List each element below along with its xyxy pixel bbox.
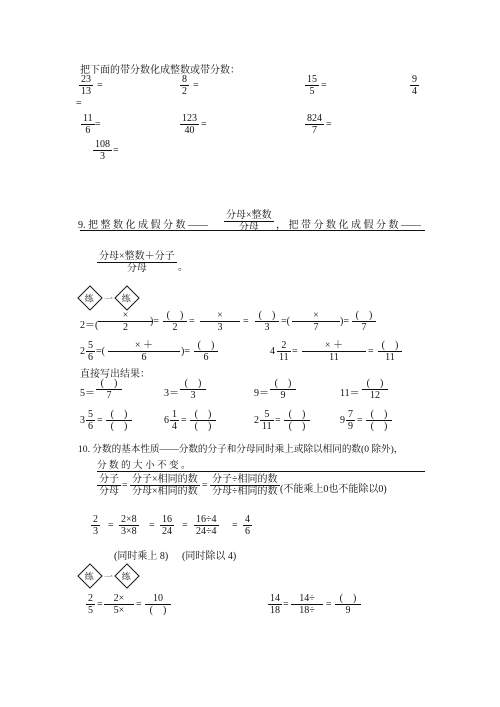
practice-fraction: 10 ( ) bbox=[145, 593, 171, 616]
direct-label: 直接写出结果： bbox=[80, 369, 150, 380]
mixed-whole: 6 bbox=[164, 415, 169, 426]
practice-badge-diamond: 练 bbox=[77, 563, 102, 588]
blank-fraction: ( ) ( ) bbox=[284, 409, 310, 432]
equals-sign: = bbox=[149, 520, 155, 531]
property-note: (不能乘上0也不能除以0) bbox=[280, 484, 387, 495]
caption-divide: (同时除以 4) bbox=[182, 551, 237, 562]
example-fraction: $\frac{2}{3}$ bbox=[93, 514, 98, 537]
equals-paren: =( bbox=[96, 346, 105, 357]
equals-sign: = bbox=[136, 599, 142, 610]
blank-fraction: ( ) 3 bbox=[255, 310, 279, 333]
equals-sign: = bbox=[357, 415, 363, 426]
section9-tail: 。 bbox=[178, 262, 188, 273]
close-paren: )= bbox=[150, 316, 159, 327]
practice-badge bbox=[81, 567, 141, 585]
mixed-fraction: $\frac{1}{4}$ bbox=[172, 409, 177, 432]
blank-fraction: × ＋ 6 bbox=[108, 340, 180, 363]
practice-fraction: $\frac{14}{18}$ bbox=[270, 593, 280, 616]
practice-fraction: $\frac{2\times}{5\times}$ bbox=[104, 593, 134, 616]
blank-fraction: ( ) ( ) bbox=[106, 409, 132, 432]
fraction-9-4: $\frac{9}{4}$ bbox=[412, 74, 417, 97]
equals-sign: = bbox=[122, 480, 128, 491]
blank-fraction: × 3 bbox=[200, 310, 240, 333]
practice-fraction: ( ) 9 bbox=[335, 593, 361, 616]
equals-sign: = bbox=[283, 599, 289, 610]
practice-badge-diamond: 练 bbox=[77, 285, 102, 310]
mixed-whole: 2 bbox=[254, 415, 259, 426]
example-fraction: $\frac{2\times 8}{3\times 8}$ bbox=[121, 514, 137, 537]
mixed-whole: 4 bbox=[270, 346, 275, 357]
equals-paren: =( bbox=[281, 316, 290, 327]
fraction-15-5: $\frac{15}{5}$ bbox=[307, 74, 317, 97]
instruction-text: 把下面的带分数化成整数或带分数： bbox=[80, 65, 240, 76]
practice-row1-lead: 2＝( bbox=[80, 320, 99, 331]
mixed-whole: 2 bbox=[80, 346, 85, 357]
blank-fraction: × 2 bbox=[98, 310, 153, 333]
fraction-108-3: $\frac{108}{3}$ bbox=[95, 139, 110, 162]
blank-fraction: ( ) 9 bbox=[270, 378, 296, 401]
equals-sign: = bbox=[181, 415, 187, 426]
equals-sign: = bbox=[201, 119, 207, 130]
equals-sign: = bbox=[368, 346, 374, 357]
example-fraction: $\frac{4}{6}$ bbox=[245, 514, 250, 537]
stray-equals: = bbox=[76, 98, 82, 109]
fraction-123-40: $\frac{123}{40}$ bbox=[182, 113, 197, 136]
mixed-fraction: $\frac{5}{11}$ bbox=[262, 409, 272, 432]
mixed-fraction: $\frac{7}{9}$ bbox=[348, 409, 353, 432]
property-fraction: 分子 分母 bbox=[99, 474, 119, 497]
example-fraction: $\frac{16\div 4}{24\div 4}$ bbox=[196, 514, 217, 537]
mixed-fraction: $\frac{2}{11}$ bbox=[279, 340, 289, 363]
section9-intro: 9. 把 整 数 化 成 假 分 数 —— bbox=[78, 220, 208, 231]
blank-fraction: ( ) 6 bbox=[194, 340, 218, 363]
equals-sign: = bbox=[189, 316, 195, 327]
blank-fraction: ( ) 7 bbox=[96, 378, 122, 401]
direct-lead: 11＝ bbox=[340, 388, 360, 399]
blank-fraction: ( ) 11 bbox=[378, 340, 402, 363]
blank-fraction: ( ) 12 bbox=[362, 378, 388, 401]
practice-fraction: $\frac{14\div}{18\div}$ bbox=[291, 593, 323, 616]
fraction-8-2: $\frac{8}{2}$ bbox=[182, 74, 187, 97]
property-fraction: 分子×相同的数 分母×相同的数 bbox=[132, 474, 198, 497]
mixed-fraction: $\frac{5}{6}$ bbox=[88, 340, 93, 363]
practice-badge-diamond: 练 bbox=[114, 285, 139, 310]
mixed-fraction: $\frac{5}{6}$ bbox=[88, 409, 93, 432]
section10-line2: 分 数 的 大 小 不 变 。 bbox=[97, 457, 425, 472]
mixed-to-improper-formula: 分母×整数＋分子 分母 bbox=[99, 251, 175, 274]
blank-fraction: × ＋ 11 bbox=[302, 340, 366, 363]
equals-sign: = bbox=[321, 80, 327, 91]
blank-fraction: ( ) 2 bbox=[163, 310, 187, 333]
section9-mid: ， 把 带 分 数 化 成 假 分 数 —— bbox=[276, 220, 421, 231]
equals-sign: = bbox=[275, 415, 281, 426]
practice-badge-diamond: 一 bbox=[104, 572, 114, 583]
practice-badge-diamond: 练 bbox=[114, 563, 139, 588]
close-paren: )= bbox=[181, 346, 190, 357]
equals-sign: = bbox=[326, 119, 332, 130]
equals-sign: = bbox=[108, 520, 114, 531]
equals-sign: = bbox=[292, 346, 298, 357]
blank-fraction: ( ) 3 bbox=[180, 378, 206, 401]
practice-badge-diamond: 一 bbox=[104, 294, 114, 305]
mixed-whole: 3 bbox=[80, 415, 85, 426]
example-fraction: $\frac{16}{24}$ bbox=[162, 514, 172, 537]
blank-fraction: ( ) ( ) bbox=[190, 409, 216, 432]
section10-line1: 10. 分数的基本性质——分数的分子和分母同时乘上或除以相同的数(0 除外)， bbox=[78, 444, 404, 455]
equals-sign: = bbox=[95, 119, 101, 130]
equals-sign: = bbox=[97, 415, 103, 426]
equals-sign: = bbox=[326, 599, 332, 610]
blank-fraction: ( ) 7 bbox=[352, 310, 376, 333]
equals-sign: = bbox=[113, 145, 119, 156]
close-paren: )= bbox=[340, 316, 349, 327]
equals-sign: = bbox=[182, 520, 188, 531]
fraction-11-6: $\frac{11}{6}$ bbox=[83, 113, 93, 136]
practice-fraction: $\frac{2}{5}$ bbox=[88, 593, 93, 616]
equals-sign: = bbox=[243, 316, 249, 327]
equals-sign: = bbox=[193, 80, 199, 91]
equals-sign: = bbox=[232, 520, 238, 531]
direct-lead: 9＝ bbox=[254, 388, 269, 399]
equals-sign: = bbox=[97, 599, 103, 610]
mixed-whole: 9 bbox=[340, 415, 345, 426]
integer-to-improper-formula: 分母×整数 分母 bbox=[226, 210, 272, 233]
blank-fraction: × 7 bbox=[292, 310, 340, 333]
blank-fraction: ( ) ( ) bbox=[366, 409, 392, 432]
section9-underline bbox=[80, 230, 425, 231]
fraction-23-13: $\frac{23}{13}$ bbox=[81, 74, 91, 97]
property-fraction: 分子÷相同的数 分母÷相同的数 bbox=[212, 474, 278, 497]
direct-lead: 3＝ bbox=[164, 388, 179, 399]
direct-lead: 5＝ bbox=[80, 388, 95, 399]
equals-sign: = bbox=[202, 480, 208, 491]
equals-sign: = bbox=[97, 80, 103, 91]
practice-badge bbox=[81, 289, 141, 307]
caption-multiply: (同时乘上 8) bbox=[114, 551, 169, 562]
fraction-824-7: $\frac{824}{7}$ bbox=[307, 113, 322, 136]
